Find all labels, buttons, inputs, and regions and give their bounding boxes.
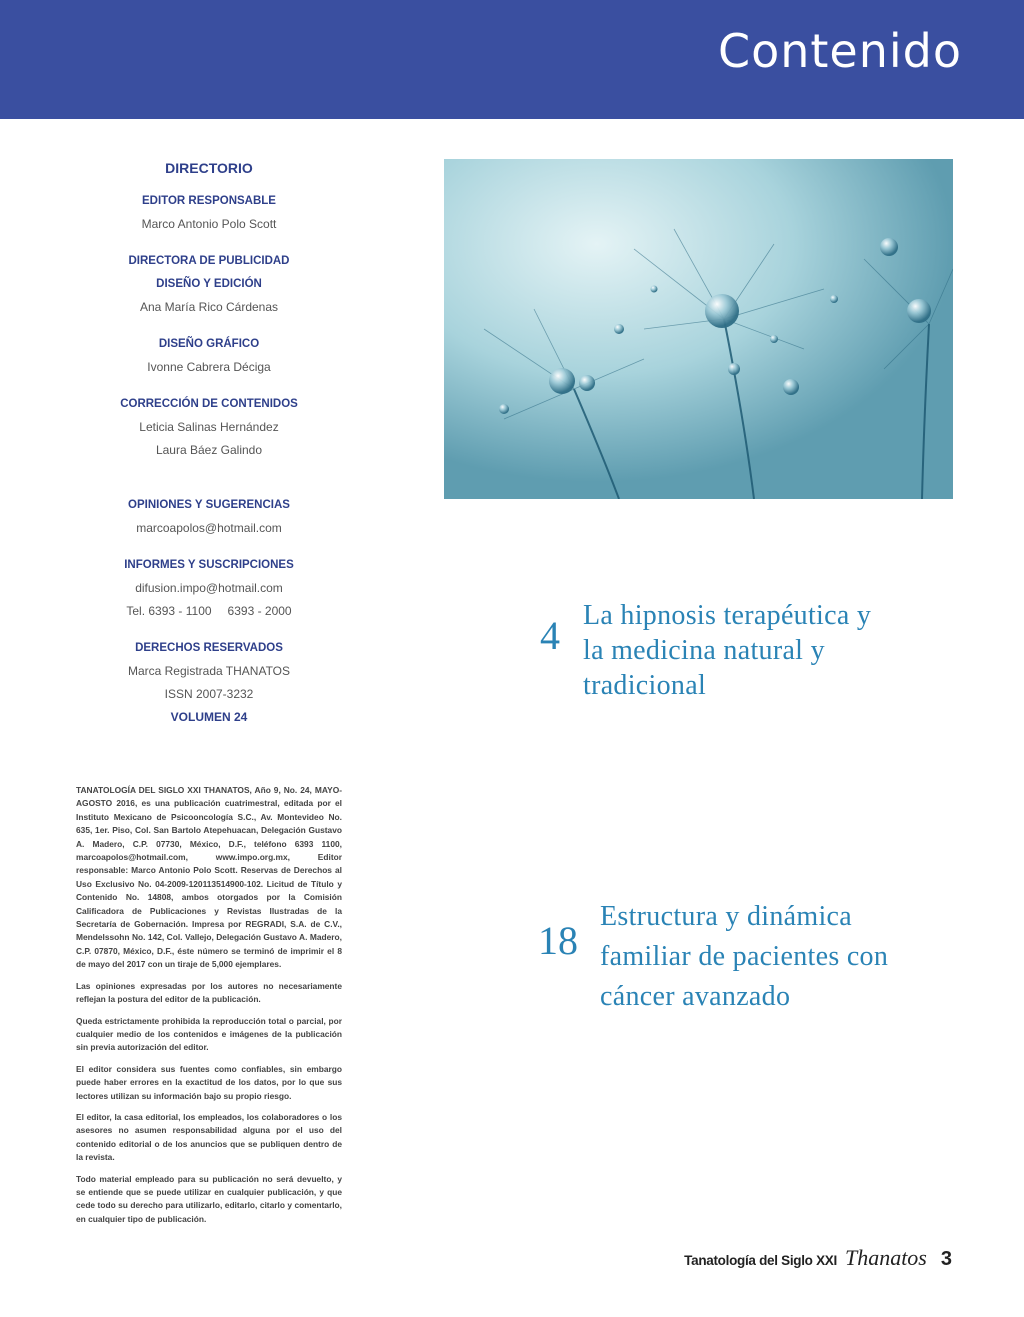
opinions-role: OPINIONES Y SUGERENCIAS [128,499,290,511]
rights-role: DERECHOS RESERVADOS [135,642,283,654]
directory-heading: DIRECTORIO [165,160,253,176]
toc-entry-estructura[interactable] [538,897,918,1017]
footer-brand: Thanatos [844,1245,927,1270]
brand-line: Marca Registrada THANATOS [127,664,291,678]
dandelion-illustration [444,159,953,499]
toc-title-line: la medicina natural y [583,635,825,666]
reports-role: INFORMES Y SUSCRIPCIONES [124,559,294,571]
graphic-role: DISEÑO GRÁFICO [158,338,260,350]
publicity-block [76,250,342,319]
design-edition-role: DISEÑO Y EDICIÓN [156,278,262,290]
page-footer [684,1245,952,1275]
legal-paragraph: El editor, la casa editorial, los empleados, los colaboradores o los asesores no asumen responsabilidad alguna por el uso del contenido editorial o de los anuncios que se publiquen dentro de la revista. [76,1111,342,1163]
legal-paragraph: Las opiniones expresadas por los autores no necesariamente reflejan la postura del editor de la publicación. [76,980,342,1005]
toc-title-line: Estructura y dinámica [600,901,852,932]
toc-title [583,598,871,703]
editor-role: EDITOR RESPONSABLE [142,195,276,207]
reports-block [76,554,342,623]
correction-name-1: Leticia Salinas Hernández [139,420,279,434]
phone-1: Tel. 6393 - 1100 [126,604,212,618]
toc-entry-hipnosis[interactable] [540,598,920,708]
reports-email: difusion.impo@hotmail.com [135,581,283,595]
editor-block [76,190,342,236]
dandelion-photo [444,159,953,499]
legal-paragraph: Queda estrictamente prohibida la reproducción total o parcial, por cualquier medio de los contenidos e imágenes de la publicación sin previa autorización del editor. [76,1015,342,1053]
phone-2: 6393 - 2000 [227,604,292,618]
toc-page-number: 4 [540,613,560,658]
issn: ISSN 2007-3232 [164,687,254,701]
directory [76,160,342,742]
header-band [0,0,1024,119]
toc-title-line: tradicional [583,670,707,701]
footer-journal-name: Tanatología del Siglo XXI [684,1253,837,1268]
toc-title-line: familiar de pacientes con [600,941,889,972]
rights-block [76,637,342,728]
graphic-name: Ivonne Cabrera Déciga [147,360,271,374]
correction-block [76,393,342,462]
opinions-email: marcoapolos@hotmail.com [136,521,282,535]
spacer [76,476,342,494]
publicity-role: DIRECTORA DE PUBLICIDAD [128,255,290,267]
volume: VOLUMEN 24 [170,710,248,724]
page-title: Contenido [717,24,962,78]
toc-page-number: 18 [538,918,578,963]
publicity-name: Ana María Rico Cárdenas [139,300,279,314]
correction-role: CORRECCIÓN DE CONTENIDOS [120,398,298,410]
toc-title-line: La hipnosis terapéutica y [583,600,872,631]
graphic-block [76,333,342,379]
legal-notice [76,784,342,1234]
legal-paragraph: El editor considera sus fuentes como confiables, sin embargo puede haber errores en la exactitud de los datos, por lo que sus lectores utilizan su información bajo su propio riesgo. [76,1063,342,1101]
page-number: 3 [940,1248,952,1270]
toc-title-line: cáncer avanzado [600,981,791,1012]
legal-paragraph: TANATOLOGÍA DEL SIGLO XXI THANATOS, Año 9, No. 24, MAYO-AGOSTO 2016, es una publicación cuatrimestral, editada por el Instituto Mexicano de Psicooncología S.C., Av. Montevideo No. 635, 1er. Piso, Col. San Bartolo Atepehuacan, Delegación Gustavo A. Madero, C.P. 07730, México, D.F., teléfono 6393 1100, marcoapolos@hotmail.com, www.impo.org.mx, Editor responsable: Marco Antonio Polo Scott. Reservas de Derechos al Uso Exclusivo No. 04-2009-120113514900-102. Licitud de Título y Contenido No. 14808, ambos otorgados por la Comisión Calificadora de Publicaciones y Revistas Ilustradas de la Secretaría de Gobernación. Impresa por REGRADI, S.A. de C.V., Mendelssohn No. 142, Col. Vallejo, Delegación Gustavo A. Madero, C.P. 07870, México, D.F., éste número se terminó de imprimir el 8 de mayo del 2017 con un tiraje de 5,000 ejemplares. [76,785,342,970]
editor-name: Marco Antonio Polo Scott [141,217,277,231]
phone-row [76,600,342,623]
legal-paragraph: Todo material empleado para su publicación no será devuelto, y se entiende que se puede utilizar en cualquier publicación, y que cede todo su derecho para utilizarlo, editarlo, citarlo y comentarlo, en cualquier tipo de publicación. [76,1173,342,1224]
toc-title [600,897,888,1017]
correction-name-2: Laura Báez Galindo [155,443,263,457]
opinions-block [76,494,342,540]
